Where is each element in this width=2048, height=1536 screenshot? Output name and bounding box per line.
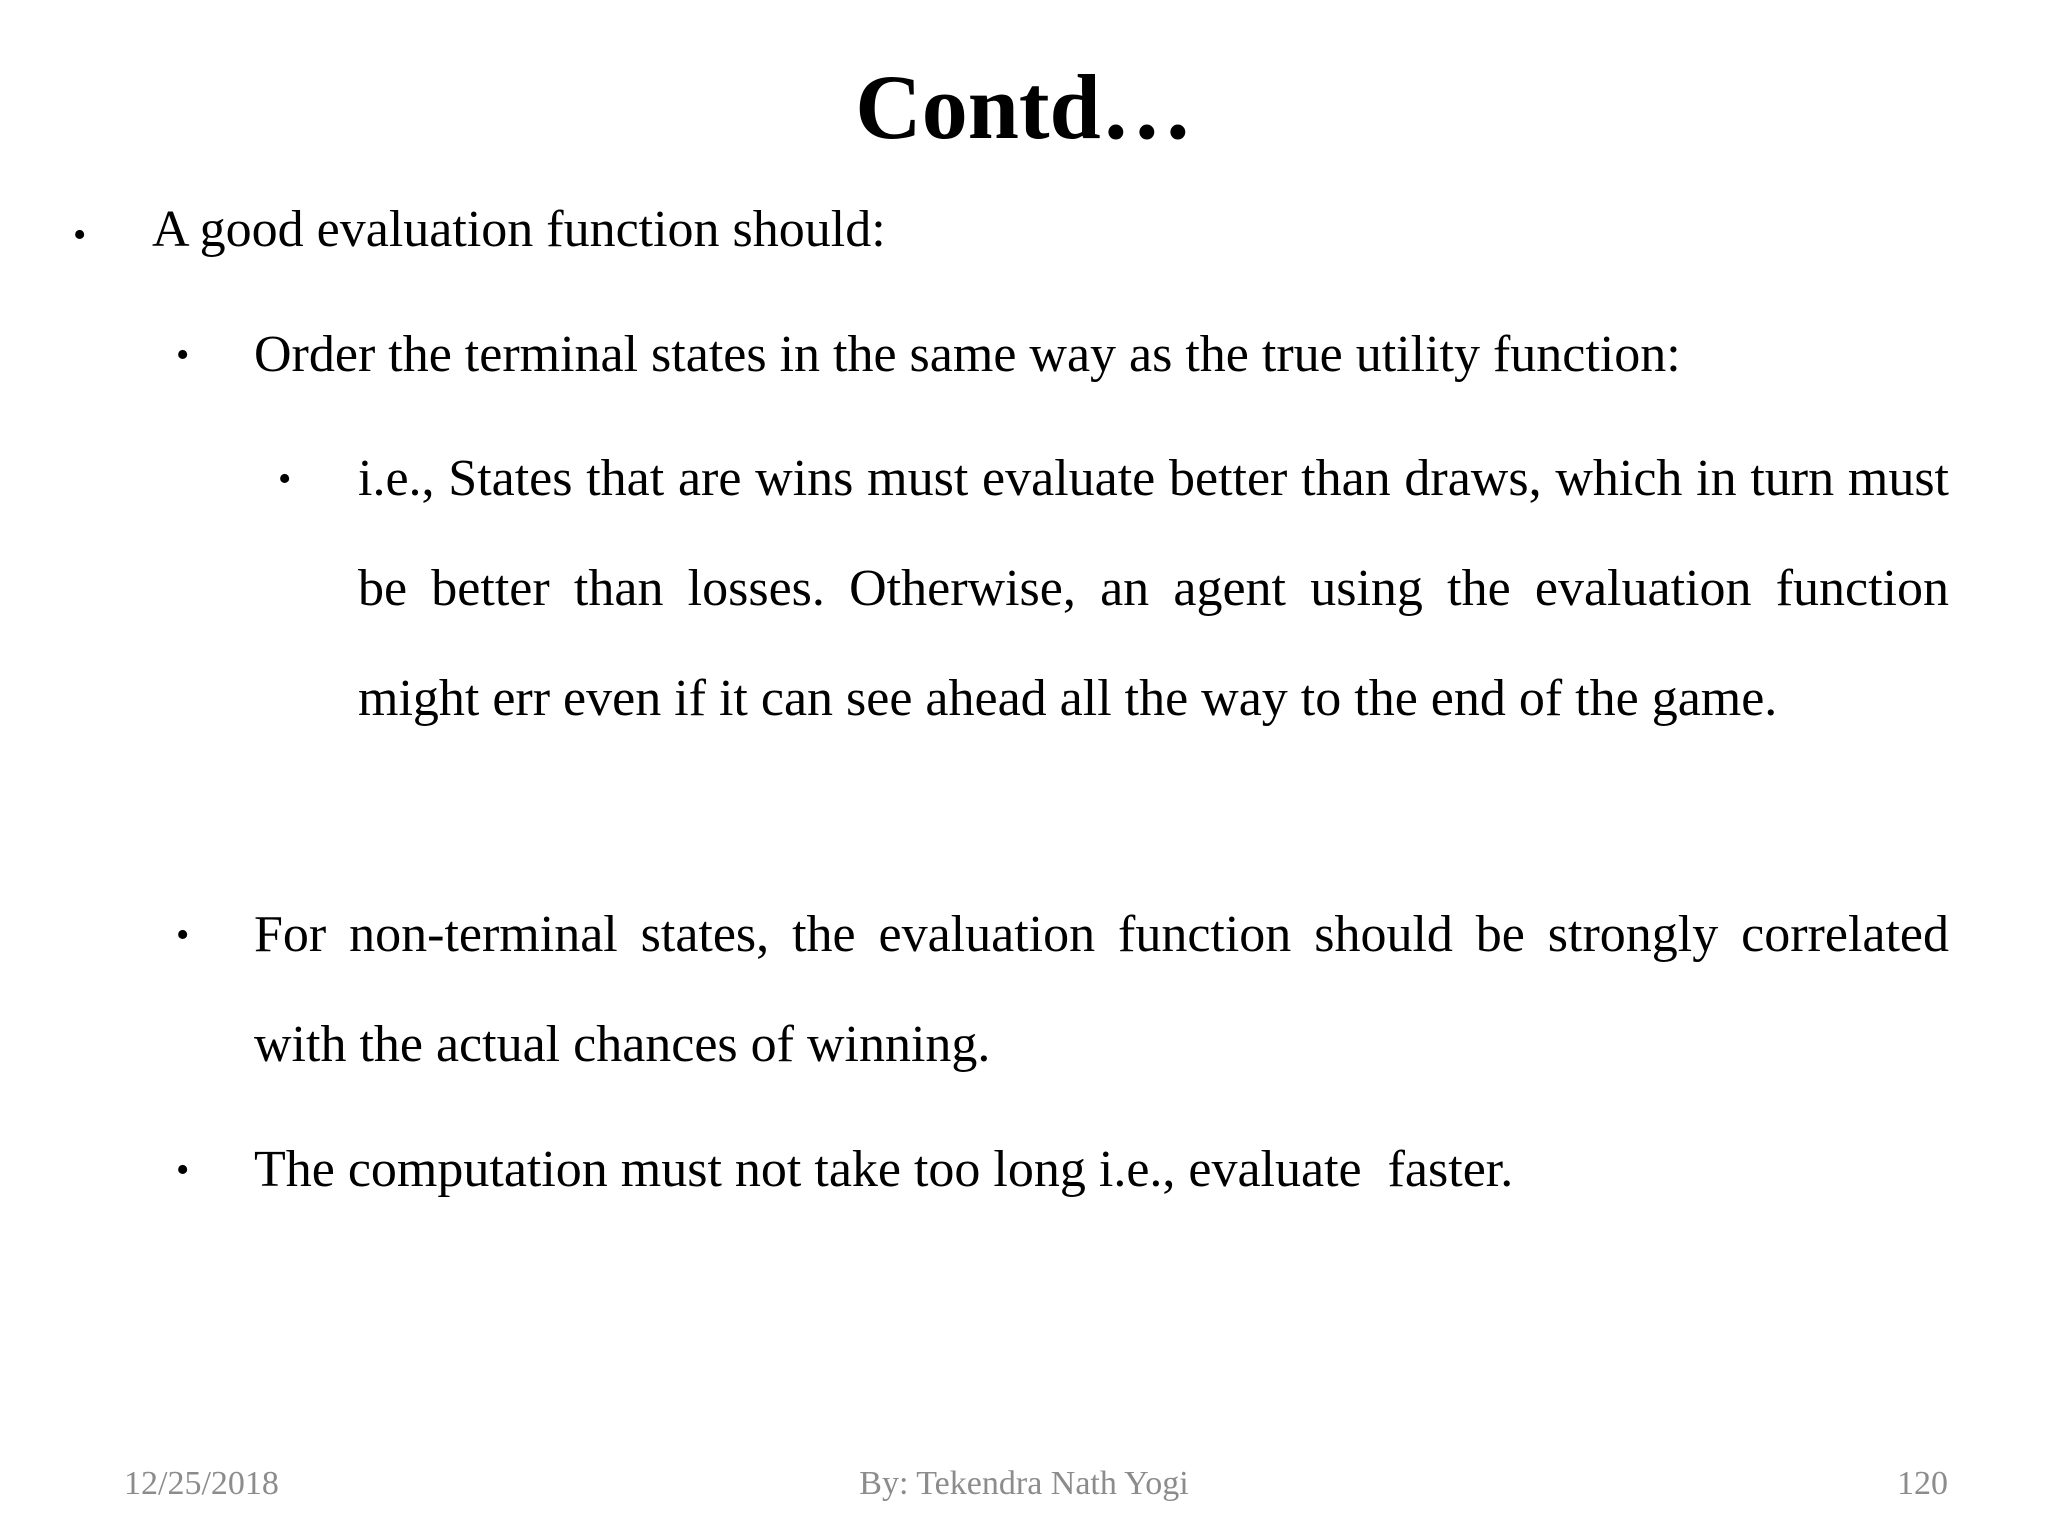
bullet-dot: • <box>176 1149 190 1191</box>
bullet-dot: • <box>176 334 190 376</box>
slide-title: Contd… <box>855 56 1193 158</box>
bullet-text: i.e., States that are wins must evaluate better than draws, which in turn must be better than losses. Otherwise, an agent using the evaluation function might err even if it can see ahead all the way to the end of the game. <box>358 450 1949 727</box>
bullet-text: For non-terminal states, the evaluation function should be strongly correlated with the actual chances of winning. <box>254 906 1949 1073</box>
bullet-dot: • <box>73 214 87 256</box>
bullet-dot: • <box>278 458 292 500</box>
footer-author: By: Tekendra Nath Yogi <box>859 1465 1189 1502</box>
bullet-text: The computation must not take too long i.e., evaluate faster. <box>254 1141 1514 1198</box>
footer-page-number: 120 <box>1897 1465 1948 1502</box>
footer-date: 12/25/2018 <box>124 1465 279 1502</box>
bullet-text: A good evaluation function should: <box>152 201 886 258</box>
bullet-dot: • <box>176 914 190 956</box>
bullet-text: Order the terminal states in the same way as the true utility function: <box>254 326 1681 383</box>
